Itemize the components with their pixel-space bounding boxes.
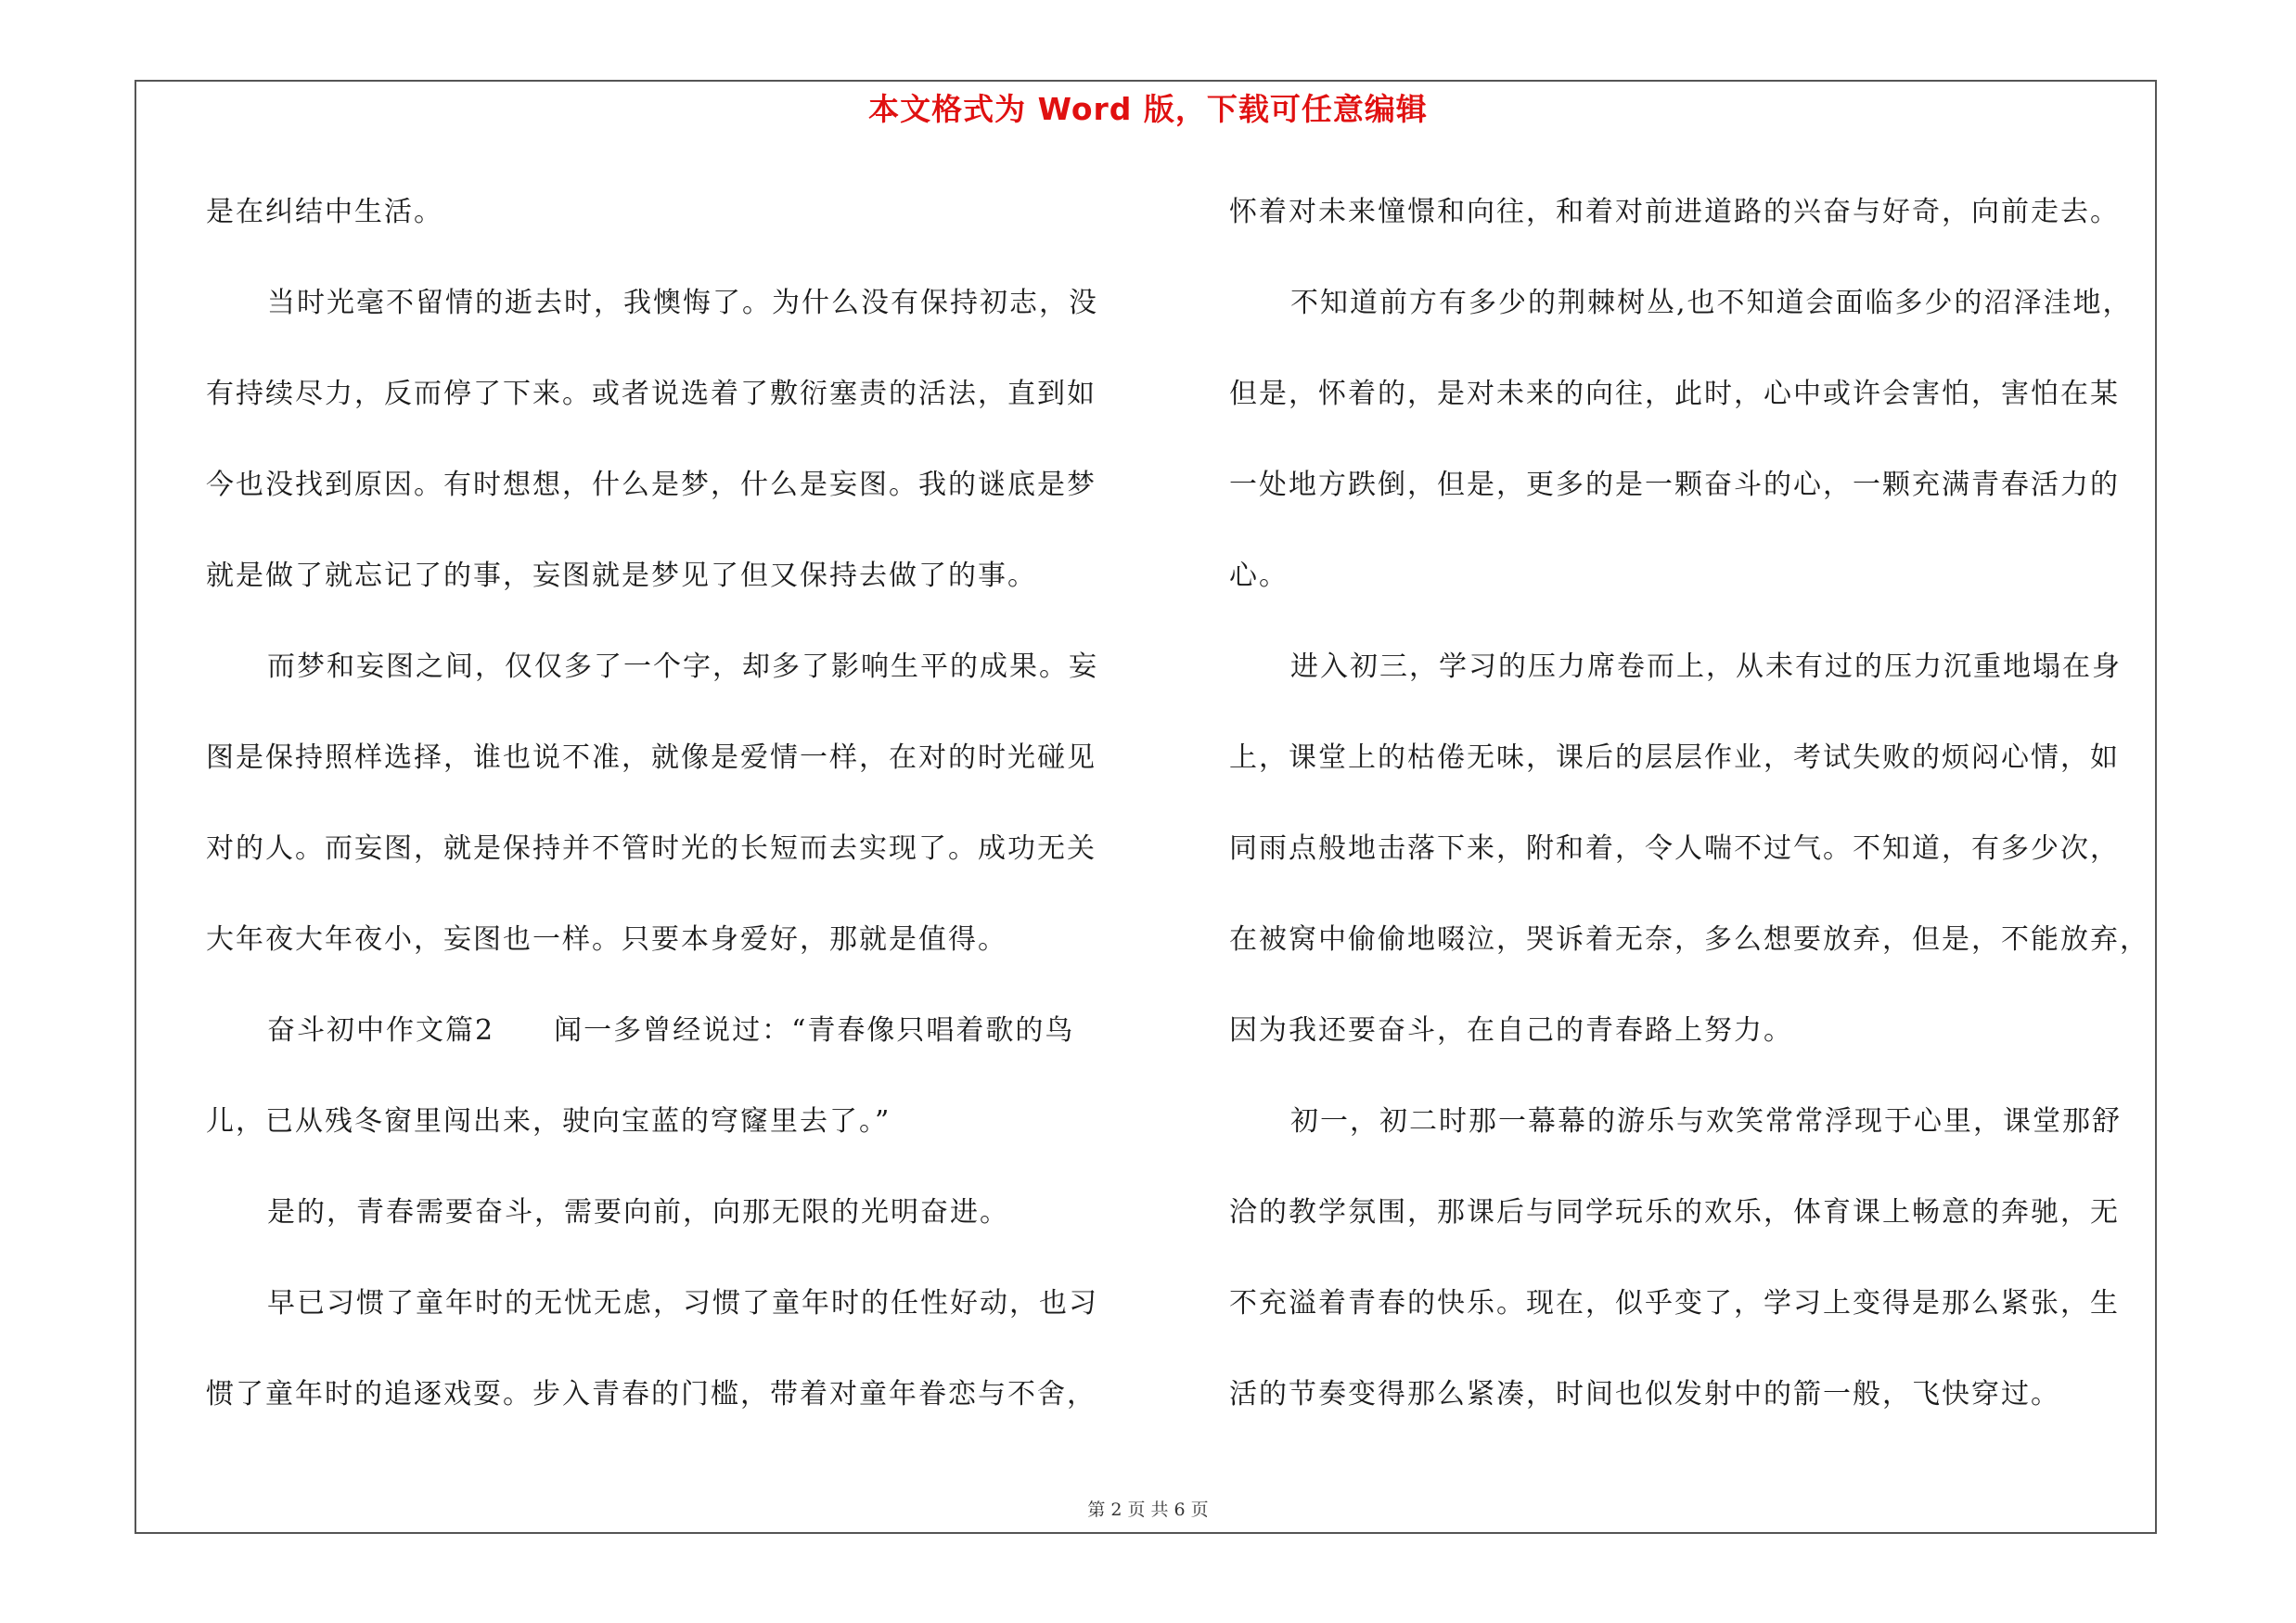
left-column [206,167,1134,1440]
text-line: 不知道前方有多少的荆棘树丛,也不知道会面临多少的沼泽洼地， [1290,287,2133,319]
text-line: 有持续尽力，反而停了下来。或者说选着了敷衍塞责的活法，直到如 [206,378,1097,410]
text-line: 不充溢着青春的快乐。现在，似乎变了，学习上变得是那么紧张，生 [1229,1287,2120,1320]
text-line: 同雨点般地击落下来，附和着，令人喘不过气。不知道，有多少次， [1229,832,2120,865]
text-line: 当时光毫不留情的逝去时，我懊悔了。为什么没有保持初志，没 [267,287,1098,319]
page-footer: 第 2 页 共 6 页 [1087,1500,1209,1520]
text-line: 奋斗初中作文篇2 闻一多曾经说过：“青春像只唱着歌的鸟 [267,1014,1075,1047]
right-column [1229,167,2189,1440]
text-line: 是的，青春需要奋斗，需要向前，向那无限的光明奋进。 [267,1196,1009,1229]
text-line: 一处地方跌倒，但是，更多的是一颗奋斗的心，一颗充满青春活力的 [1229,469,2120,501]
text-line: 是在纠结中生活。 [206,196,443,228]
header-banner: 本文格式为 Word 版，下载可任意编辑 [868,91,1428,127]
text-line: 大年夜大年夜小，妄图也一样。只要本身爱好，那就是值得。 [206,923,1007,956]
text-line: 今也没找到原因。有时想想，什么是梦，什么是妄图。我的谜底是梦 [206,469,1097,501]
text-line: 心。 [1229,560,1289,592]
text-line: 因为我还要奋斗，在自己的青春路上努力。 [1229,1014,1793,1047]
text-line: 而梦和妄图之间，仅仅多了一个字，却多了影响生平的成果。妄 [267,650,1098,683]
text-line: 洽的教学氛围，那课后与同学玩乐的欢乐，体育课上畅意的奔驰，无 [1229,1196,2120,1229]
text-line: 活的节奏变得那么紧凑，时间也似发射中的箭一般，飞快穿过。 [1229,1378,2060,1410]
text-line: 但是，怀着的，是对未来的向往，此时，心中或许会害怕，害怕在某 [1229,378,2120,410]
text-line: 怀着对未来憧憬和向往，和着对前进道路的兴奋与好奇，向前走去。 [1229,196,2120,228]
text-line: 惯了童年时的追逐戏耍。步入青春的门槛，带着对童年眷恋与不舍， [206,1378,1097,1410]
text-line: 图是保持照样选择，谁也说不准，就像是爱情一样，在对的时光碰见 [206,741,1097,774]
text-line: 上，课堂上的枯倦无味，课后的层层作业，考试失败的烦闷心情，如 [1229,741,2120,774]
text-line: 初一，初二时那一幕幕的游乐与欢笑常常浮现于心里，课堂那舒 [1290,1105,2122,1138]
text-line: 在被窝中偷偷地啜泣，哭诉着无奈，多么想要放弃，但是，不能放弃， [1229,923,2149,956]
text-line: 儿，已从残冬窗里闯出来，驶向宝蓝的穹窿里去了。” [206,1105,891,1138]
text-line: 就是做了就忘记了的事，妄图就是梦见了但又保持去做了的事。 [206,560,1037,592]
text-line: 早已习惯了童年时的无忧无虑，习惯了童年时的任性好动，也习 [267,1287,1098,1320]
text-line: 对的人。而妄图，就是保持并不管时光的长短而去实现了。成功无关 [206,832,1097,865]
text-line: 进入初三，学习的压力席卷而上，从未有过的压力沉重地塌在身 [1290,650,2122,683]
